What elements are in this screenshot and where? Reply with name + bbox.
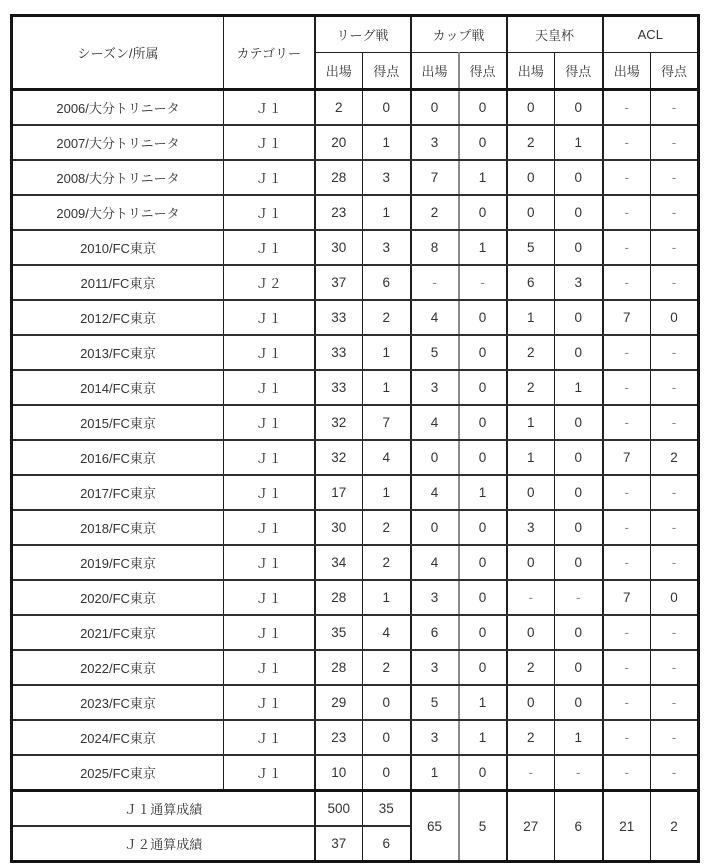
stat-cell: - [651,510,699,545]
stat-cell: 3 [363,230,411,265]
career-stats-table [10,14,700,863]
table-row [12,160,699,195]
season-cell: 2014/FC東京 [12,370,224,405]
stat-cell: 0 [459,615,507,650]
stat-cell: 0 [459,440,507,475]
stat-cell: 1 [363,195,411,230]
stat-cell: 0 [459,580,507,615]
stat-cell: 0 [555,335,603,370]
season-cell: 2009/大分トリニータ [12,195,224,230]
j1-league-total-cell: 500 [315,791,363,827]
table-body [12,90,699,791]
stat-cell: 23 [315,195,363,230]
category-cell: Ｊ１ [224,580,315,615]
table-row [12,405,699,440]
stat-cell: 33 [315,370,363,405]
stat-cell: 0 [459,125,507,160]
stat-cell: 0 [555,300,603,335]
table-row [12,125,699,160]
stat-cell: 20 [315,125,363,160]
category-cell: Ｊ１ [224,195,315,230]
stat-cell: 30 [315,510,363,545]
category-cell: Ｊ１ [224,335,315,370]
header-group-cup: カップ戦 [411,16,507,53]
stat-cell: 0 [459,195,507,230]
stat-cell: 1 [555,720,603,755]
category-cell: Ｊ１ [224,125,315,160]
stat-cell: 0 [555,90,603,126]
stat-cell: 0 [555,475,603,510]
stat-cell: - [603,230,651,265]
category-cell: Ｊ１ [224,510,315,545]
stat-cell: 29 [315,685,363,720]
stat-cell: 2 [507,370,555,405]
season-cell: 2010/FC東京 [12,230,224,265]
season-cell: 2025/FC東京 [12,755,224,791]
stat-cell: 3 [411,370,459,405]
header-league-goals: 得点 [363,53,411,90]
stat-cell: - [603,90,651,126]
stat-cell: 0 [363,90,411,126]
category-cell: Ｊ１ [224,370,315,405]
header-season: シーズン/所属 [12,16,224,90]
stat-cell: 32 [315,440,363,475]
stat-cell: 7 [603,580,651,615]
table-row [12,545,699,580]
season-cell: 2008/大分トリニータ [12,160,224,195]
stat-cell: 0 [651,300,699,335]
stat-cell: 0 [459,90,507,126]
j2-league-total-cell: 37 [315,826,363,862]
stat-cell: 0 [459,510,507,545]
stat-cell: 6 [363,265,411,300]
stat-cell: 2 [651,440,699,475]
season-cell: 2022/FC東京 [12,650,224,685]
stat-cell: 32 [315,405,363,440]
stat-cell: - [555,755,603,791]
stat-cell: - [603,755,651,791]
stat-cell: 0 [363,685,411,720]
season-cell: 2011/FC東京 [12,265,224,300]
stat-cell: - [603,195,651,230]
stat-cell: 0 [459,650,507,685]
category-cell: Ｊ１ [224,685,315,720]
table-row [12,335,699,370]
category-cell: Ｊ１ [224,90,315,126]
stat-cell: 1 [363,580,411,615]
stat-cell: 0 [555,195,603,230]
category-cell: Ｊ１ [224,720,315,755]
stat-cell: - [651,265,699,300]
stat-cell: - [651,475,699,510]
stat-cell: 0 [411,90,459,126]
stat-cell: 2 [507,650,555,685]
j1-league-total-cell: 35 [363,791,411,827]
stat-cell: 3 [363,160,411,195]
stat-cell: - [603,615,651,650]
table-row [12,440,699,475]
stat-cell: - [603,545,651,580]
stat-cell: 4 [411,545,459,580]
stat-cell: - [651,545,699,580]
header-group-emperors-cup: 天皇杯 [507,16,603,53]
stat-cell: - [651,125,699,160]
stat-cell: 1 [459,685,507,720]
category-cell: Ｊ１ [224,650,315,685]
season-cell: 2013/FC東京 [12,335,224,370]
stat-cell: 4 [411,300,459,335]
stat-cell: 17 [315,475,363,510]
stat-cell: 37 [315,265,363,300]
category-cell: Ｊ１ [224,405,315,440]
stat-cell: - [651,370,699,405]
stat-cell: - [603,720,651,755]
merged-total-cell: 27 [507,791,555,862]
stat-cell: - [651,90,699,126]
stat-cell: 28 [315,650,363,685]
stat-cell: 1 [411,755,459,791]
stat-cell: 1 [507,300,555,335]
stat-cell: 0 [363,720,411,755]
stat-cell: 2 [315,90,363,126]
category-cell: Ｊ２ [224,265,315,300]
j1-total-label: Ｊ１通算成績 [12,791,315,827]
stat-cell: 1 [363,335,411,370]
header-category: カテゴリー [224,16,315,90]
stat-cell: 0 [507,195,555,230]
stat-cell: 35 [315,615,363,650]
header-cup-appearances: 出場 [411,53,459,90]
stat-cell: - [507,580,555,615]
stat-cell: 23 [315,720,363,755]
season-cell: 2012/FC東京 [12,300,224,335]
stat-cell: 1 [459,720,507,755]
table-row [12,230,699,265]
table-row [12,265,699,300]
stat-cell: 3 [555,265,603,300]
season-cell: 2018/FC東京 [12,510,224,545]
stat-cell: - [459,265,507,300]
table-footer [12,791,699,862]
header-emperors-appearances: 出場 [507,53,555,90]
stat-cell: 0 [555,160,603,195]
stat-cell: - [603,405,651,440]
season-cell: 2017/FC東京 [12,475,224,510]
merged-total-cell: 2 [651,791,699,862]
header-group-row [12,16,699,53]
category-cell: Ｊ１ [224,160,315,195]
stat-cell: - [651,230,699,265]
header-group-acl: ACL [603,16,699,53]
table-row [12,650,699,685]
stat-cell: 0 [507,90,555,126]
header-league-appearances: 出場 [315,53,363,90]
stat-cell: 0 [507,160,555,195]
category-cell: Ｊ１ [224,230,315,265]
stat-cell: 0 [459,335,507,370]
stat-cell: - [507,755,555,791]
stat-cell: - [411,265,459,300]
stat-cell: 0 [555,615,603,650]
stat-cell: 0 [363,755,411,791]
merged-total-cell: 21 [603,791,651,862]
stat-cell: 3 [411,650,459,685]
stat-cell: 4 [363,440,411,475]
stat-cell: 0 [555,440,603,475]
merged-total-cell: 6 [555,791,603,862]
j2-league-total-cell: 6 [363,826,411,862]
stat-cell: - [651,195,699,230]
table-row [12,720,699,755]
table-header [12,16,699,90]
stat-cell: - [603,265,651,300]
stat-cell: 1 [363,125,411,160]
header-acl-goals: 得点 [651,53,699,90]
stat-cell: 2 [507,720,555,755]
stat-cell: 0 [459,545,507,580]
stat-cell: - [651,720,699,755]
table-row [12,370,699,405]
season-cell: 2023/FC東京 [12,685,224,720]
season-cell: 2020/FC東京 [12,580,224,615]
stat-cell: - [603,475,651,510]
season-cell: 2016/FC東京 [12,440,224,475]
merged-total-cell: 65 [411,791,459,862]
stat-cell: 1 [459,475,507,510]
stat-cell: 0 [555,405,603,440]
stat-cell: 0 [411,510,459,545]
table-row [12,475,699,510]
category-cell: Ｊ１ [224,440,315,475]
stat-cell: 5 [411,685,459,720]
stat-cell: 2 [411,195,459,230]
table-row [12,685,699,720]
stat-cell: 3 [411,125,459,160]
stat-cell: 0 [459,405,507,440]
stat-cell: 28 [315,580,363,615]
table-row [12,755,699,791]
category-cell: Ｊ１ [224,615,315,650]
stat-cell: 2 [363,300,411,335]
season-cell: 2024/FC東京 [12,720,224,755]
stat-cell: - [651,685,699,720]
stat-cell: 1 [459,160,507,195]
header-group-league: リーグ戦 [315,16,411,53]
stat-cell: 4 [411,475,459,510]
stat-cell: 1 [507,440,555,475]
stat-cell: 0 [507,615,555,650]
stat-cell: 0 [459,370,507,405]
stat-cell: 1 [363,475,411,510]
merged-total-cell: 5 [459,791,507,862]
stat-cell: 7 [603,300,651,335]
season-cell: 2021/FC東京 [12,615,224,650]
stat-cell: 1 [363,370,411,405]
table-row [12,615,699,650]
stat-cell: 2 [507,335,555,370]
table-row [12,90,699,126]
stat-cell: 3 [411,720,459,755]
stat-cell: 1 [555,125,603,160]
stat-cell: 0 [555,510,603,545]
category-cell: Ｊ１ [224,545,315,580]
stat-cell: - [603,335,651,370]
category-cell: Ｊ１ [224,755,315,791]
table-row [12,300,699,335]
stat-cell: 2 [363,510,411,545]
stat-cell: 0 [555,685,603,720]
stat-cell: 3 [411,580,459,615]
stat-cell: - [651,405,699,440]
table-row [12,580,699,615]
stat-cell: 10 [315,755,363,791]
stat-cell: 34 [315,545,363,580]
stat-cell: 2 [507,125,555,160]
stat-cell: - [603,160,651,195]
stat-cell: - [603,370,651,405]
stat-cell: - [603,685,651,720]
stat-cell: 7 [411,160,459,195]
stat-cell: 0 [507,545,555,580]
stat-cell: 6 [411,615,459,650]
stat-cell: 33 [315,335,363,370]
stat-cell: - [651,160,699,195]
stat-cell: - [603,650,651,685]
stat-cell: 33 [315,300,363,335]
stat-cell: 28 [315,160,363,195]
season-cell: 2015/FC東京 [12,405,224,440]
header-acl-appearances: 出場 [603,53,651,90]
stat-cell: 7 [363,405,411,440]
stat-cell: 7 [603,440,651,475]
stat-cell: 0 [507,685,555,720]
season-cell: 2007/大分トリニータ [12,125,224,160]
table-row [12,195,699,230]
stat-cell: 0 [555,545,603,580]
stat-cell: - [603,510,651,545]
stat-cell: 0 [507,475,555,510]
stat-cell: - [651,335,699,370]
stat-cell: 5 [507,230,555,265]
season-cell: 2006/大分トリニータ [12,90,224,126]
stat-cell: - [651,615,699,650]
season-cell: 2019/FC東京 [12,545,224,580]
stat-cell: 5 [411,335,459,370]
stat-cell: 3 [507,510,555,545]
stat-cell: 4 [411,405,459,440]
stat-cell: 0 [459,300,507,335]
category-cell: Ｊ１ [224,475,315,510]
stat-cell: - [651,755,699,791]
stat-cell: 1 [555,370,603,405]
stat-cell: 2 [363,545,411,580]
stat-cell: - [651,650,699,685]
stat-cell: 2 [363,650,411,685]
stat-cell: 0 [555,650,603,685]
stat-cell: 0 [411,440,459,475]
stat-cell: 30 [315,230,363,265]
footer-row-j1-total [12,791,699,827]
stat-cell: 8 [411,230,459,265]
stat-cell: 1 [459,230,507,265]
stat-cell: - [555,580,603,615]
stat-cell: 6 [507,265,555,300]
stat-cell: 1 [507,405,555,440]
stat-cell: 0 [555,230,603,265]
header-emperors-goals: 得点 [555,53,603,90]
stat-cell: 0 [651,580,699,615]
j2-total-label: Ｊ２通算成績 [12,826,315,862]
category-cell: Ｊ１ [224,300,315,335]
stat-cell: 0 [459,755,507,791]
header-cup-goals: 得点 [459,53,507,90]
stat-cell: 4 [363,615,411,650]
table-row [12,510,699,545]
stat-cell: - [603,125,651,160]
